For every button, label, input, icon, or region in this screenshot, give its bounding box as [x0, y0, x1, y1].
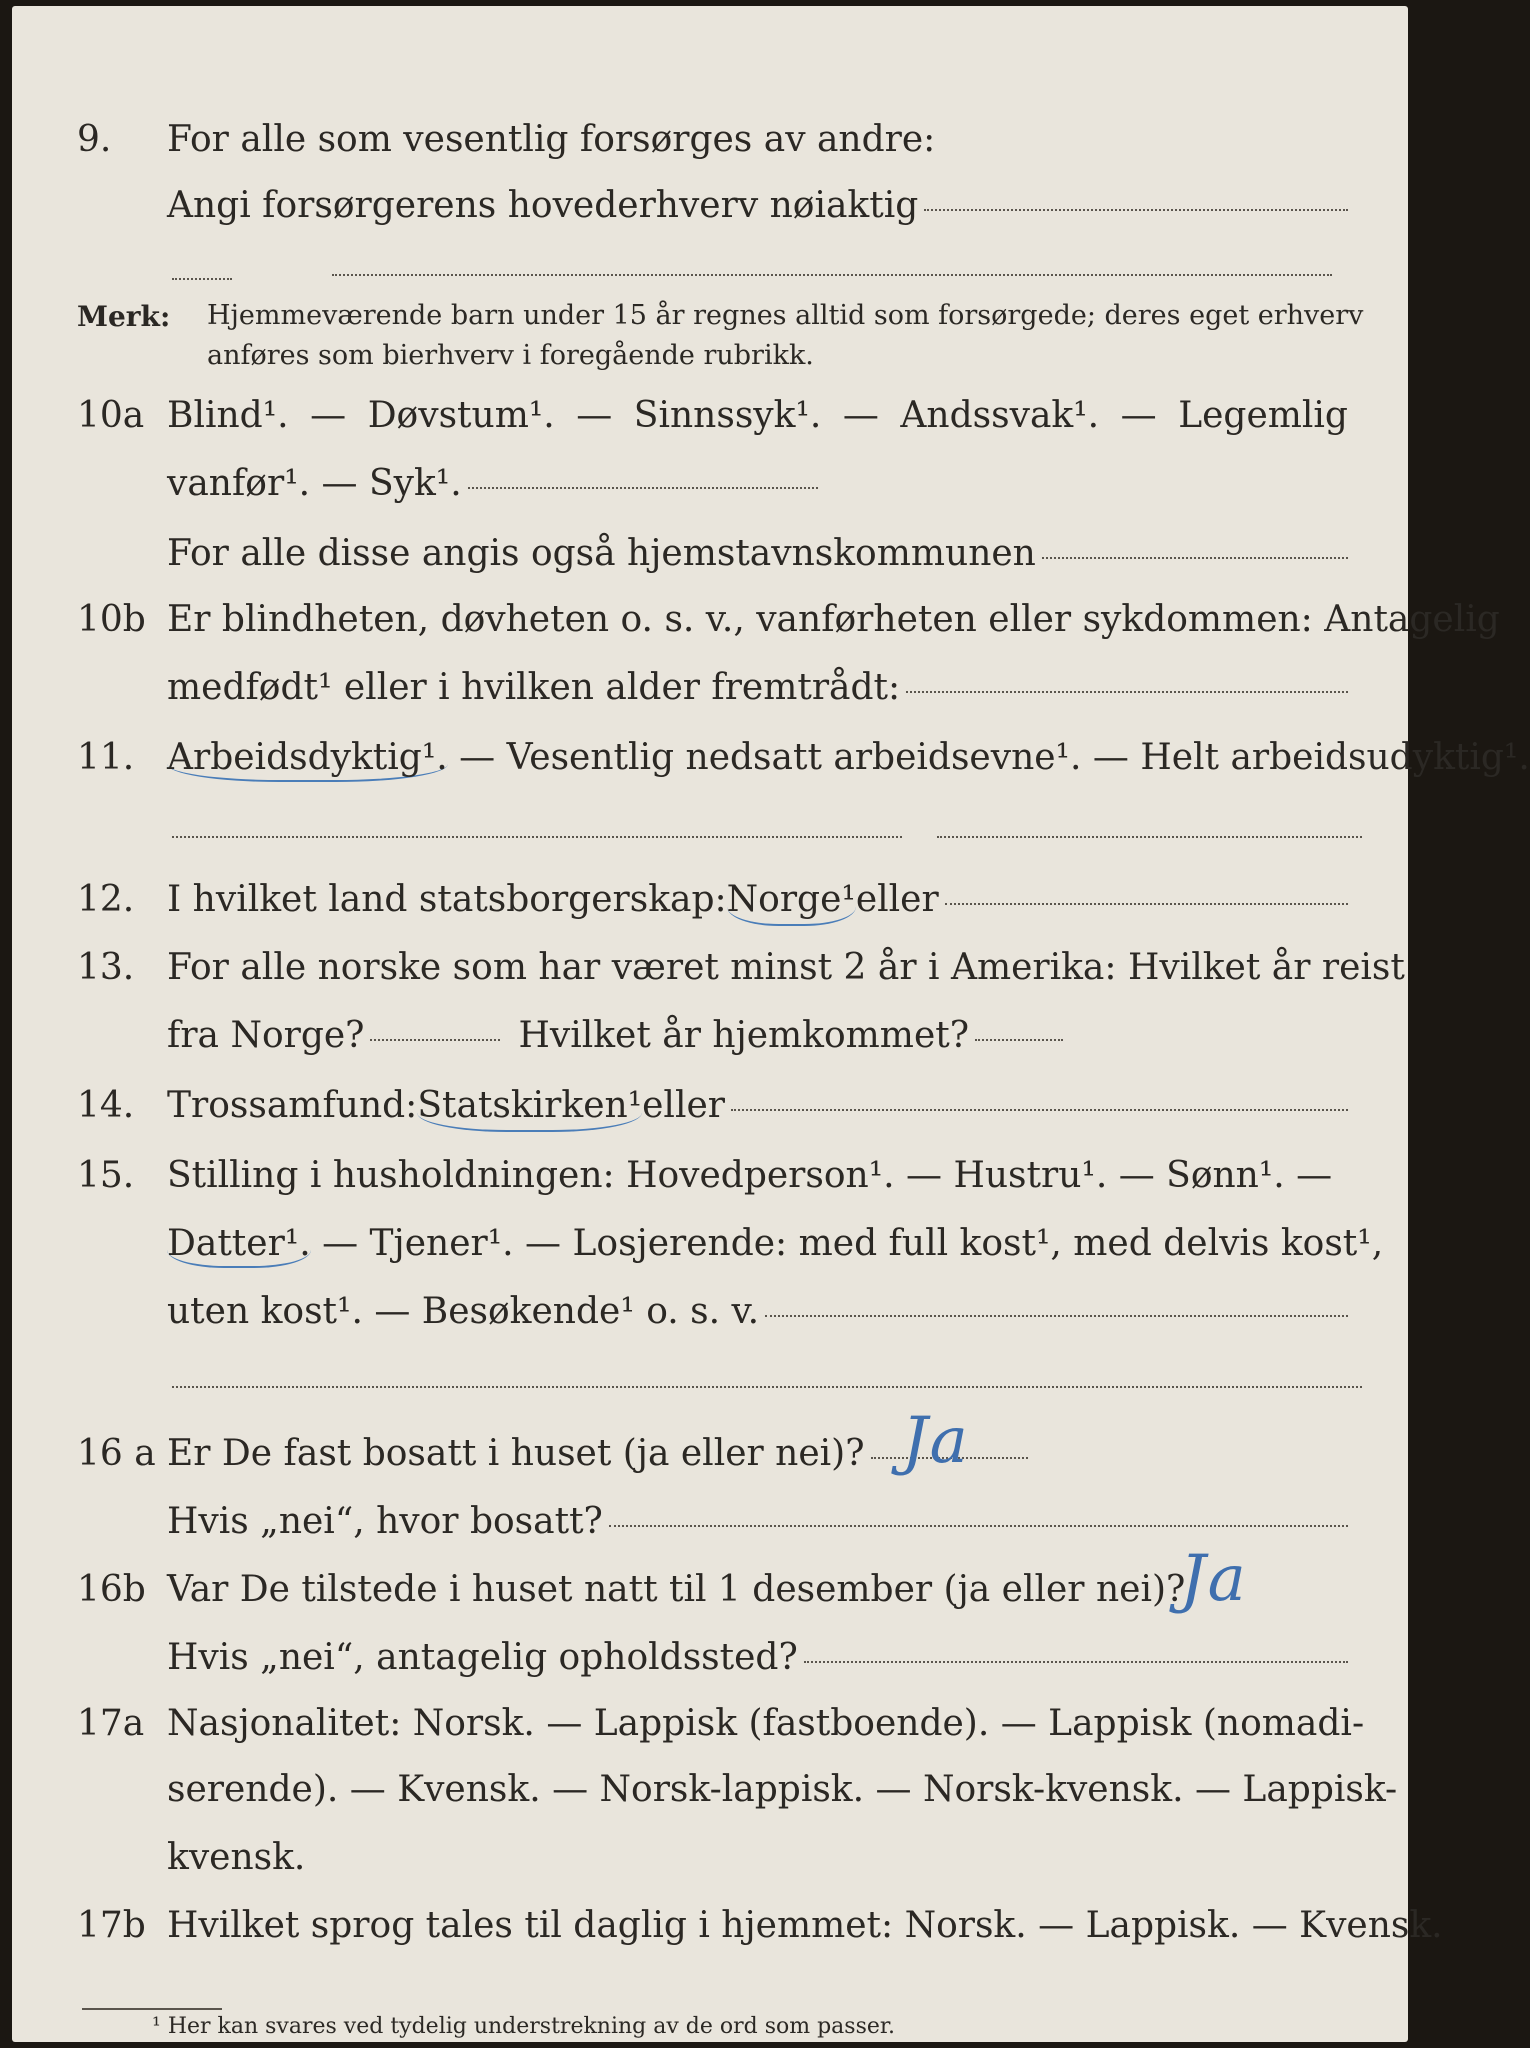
q17b-options[interactable]: Hvilket sprog tales til daglig i hjemmet: Norsk. — Lappisk. — Kvensk.: [167, 1905, 1443, 1946]
q17a-options-3[interactable]: kvensk.: [167, 1837, 306, 1878]
q11-answer-line-a[interactable]: [172, 836, 902, 838]
q16b-handwritten-answer: Ja: [1180, 1542, 1248, 1616]
q16a-handwritten-answer: Ja: [902, 1404, 970, 1478]
q11-other-options[interactable]: — Vesentlig nedsatt arbeidsevne¹. — Helt arbeidsudyktig¹.: [447, 737, 1530, 778]
q10a-syk-field[interactable]: [468, 487, 818, 489]
q10a-opt-dovstum[interactable]: Døvstum¹.: [367, 395, 555, 436]
q10b-question: Er blindheten, døvheten o. s. v., vanførheten eller sykdommen: Antagelig: [167, 599, 1500, 640]
dash: —: [842, 395, 879, 436]
q10a-options: [167, 394, 1348, 438]
q11-answer-line-b[interactable]: [937, 836, 1362, 838]
q9-question: For alle som vesentlig forsørges av andre:: [167, 119, 936, 160]
q13-hjemkommet: Hvilket år hjemkommet?: [518, 1015, 970, 1056]
q13-number: 13.: [77, 947, 135, 988]
dash: —: [310, 395, 347, 436]
q12-answer-field[interactable]: [945, 903, 1348, 905]
q16a-number: 16 a: [77, 1433, 156, 1474]
q17b-number: 17b: [77, 1905, 146, 1946]
q17a-options-1[interactable]: Nasjonalitet: Norsk. — Lappisk (fastboende). — Lappisk (nomadi-: [167, 1703, 1365, 1744]
q10a-hjemstavn-field[interactable]: [1042, 557, 1348, 559]
merk-line-1: Hjemmeværende barn under 15 år regnes alltid som forsørgede; deres eget erhverv: [207, 300, 1364, 331]
q11-options: [167, 736, 1530, 780]
footnote-rule: [82, 2008, 222, 2010]
q17a-number: 17a: [77, 1703, 145, 1744]
q10b-number: 10b: [77, 599, 146, 640]
q15-opt-datter[interactable]: Datter¹.: [167, 1223, 311, 1268]
q16a-question-2: Hvis „nei“, hvor bosatt?: [167, 1501, 603, 1542]
q9-answer-line-a[interactable]: [172, 278, 232, 280]
q15-answer-line[interactable]: [172, 1386, 1362, 1388]
q14-answer-field[interactable]: [731, 1109, 1348, 1111]
q13-question: For alle norske som har været minst 2 år i Amerika: Hvilket år reist: [167, 947, 1405, 988]
census-form-page: [12, 6, 1530, 2042]
q15-options-2: [167, 1222, 1384, 1266]
dash: —: [576, 395, 613, 436]
merk-label: Merk:: [77, 300, 171, 333]
q12-opt-norge[interactable]: Norge¹: [727, 878, 856, 926]
q14-suffix: eller: [642, 1085, 725, 1126]
q10a-opt-andssvak[interactable]: Andssvak¹.: [900, 395, 1100, 436]
footnote: ¹ Her kan svares ved tydelig understrekning av de ord som passer.: [152, 2014, 895, 2039]
q11-opt-arbeidsdyktig[interactable]: Arbeidsdyktig¹.: [167, 737, 448, 782]
q10a-number: 10a: [77, 395, 145, 436]
q9-answer-line-b[interactable]: [332, 274, 1332, 276]
q12-question: I hvilket land statsborgerskap:: [167, 879, 727, 920]
dash: —: [1120, 395, 1157, 436]
q10b-question-2: medfødt¹ eller i hvilken alder fremtrådt:: [167, 667, 901, 708]
q9-answer-field[interactable]: [924, 209, 1348, 211]
merk-line-2: anføres som bierhverv i foregående rubrikk.: [207, 340, 814, 371]
q15-options-3[interactable]: uten kost¹. — Besøkende¹ o. s. v.: [167, 1291, 760, 1332]
q10a-vanfor-syk[interactable]: vanfør¹. — Syk¹.: [167, 463, 462, 504]
q9-question-2: Angi forsørgerens hovederhverv nøiaktig: [167, 185, 919, 226]
q12-suffix: eller: [855, 879, 939, 920]
q14-question: Trossamfund:: [167, 1085, 418, 1126]
q14-opt-statskirken[interactable]: Statskirken¹: [417, 1084, 642, 1132]
q10a-opt-legemlig[interactable]: Legemlig: [1178, 395, 1348, 436]
q16b-question: Var De tilstede i huset natt til 1 desember (ja eller nei)?: [167, 1569, 1186, 1610]
q13-fra-norge: fra Norge?: [167, 1015, 365, 1056]
q13-year-left-field[interactable]: [370, 1039, 500, 1041]
q10a-opt-sinnssyk[interactable]: Sinnssyk¹.: [633, 395, 822, 436]
q17a-options-2[interactable]: serende). — Kvensk. — Norsk-lappisk. — Norsk-kvensk. — Lappisk-: [167, 1769, 1398, 1810]
q16a-bosatt-field[interactable]: [609, 1525, 1348, 1527]
q10a-hjemstavn: For alle disse angis også hjemstavnskommunen: [167, 533, 1036, 574]
q13-year-returned-field[interactable]: [975, 1039, 1063, 1041]
q16a-question: Er De fast bosatt i huset (ja eller nei)?: [167, 1433, 865, 1474]
q15-number: 15.: [77, 1155, 135, 1196]
q16b-question-2: Hvis „nei“, antagelig opholdssted?: [167, 1637, 798, 1678]
q15-options-rest[interactable]: — Tjener¹. — Losjerende: med full kost¹, med delvis kost¹,: [310, 1223, 1384, 1264]
q11-number: 11.: [77, 737, 135, 778]
q16b-opholdssted-field[interactable]: [804, 1661, 1348, 1663]
q12-number: 12.: [77, 879, 135, 920]
q14-number: 14.: [77, 1085, 135, 1126]
q10a-opt-blind[interactable]: Blind¹.: [167, 395, 289, 436]
q9-number: 9.: [77, 119, 112, 160]
q16b-number: 16b: [77, 1569, 146, 1610]
q10b-answer-field[interactable]: [906, 691, 1348, 693]
q15-answer-field[interactable]: [765, 1315, 1348, 1317]
q15-question: Stilling i husholdningen: Hovedperson¹. — Hustru¹. — Sønn¹. —: [167, 1155, 1333, 1196]
